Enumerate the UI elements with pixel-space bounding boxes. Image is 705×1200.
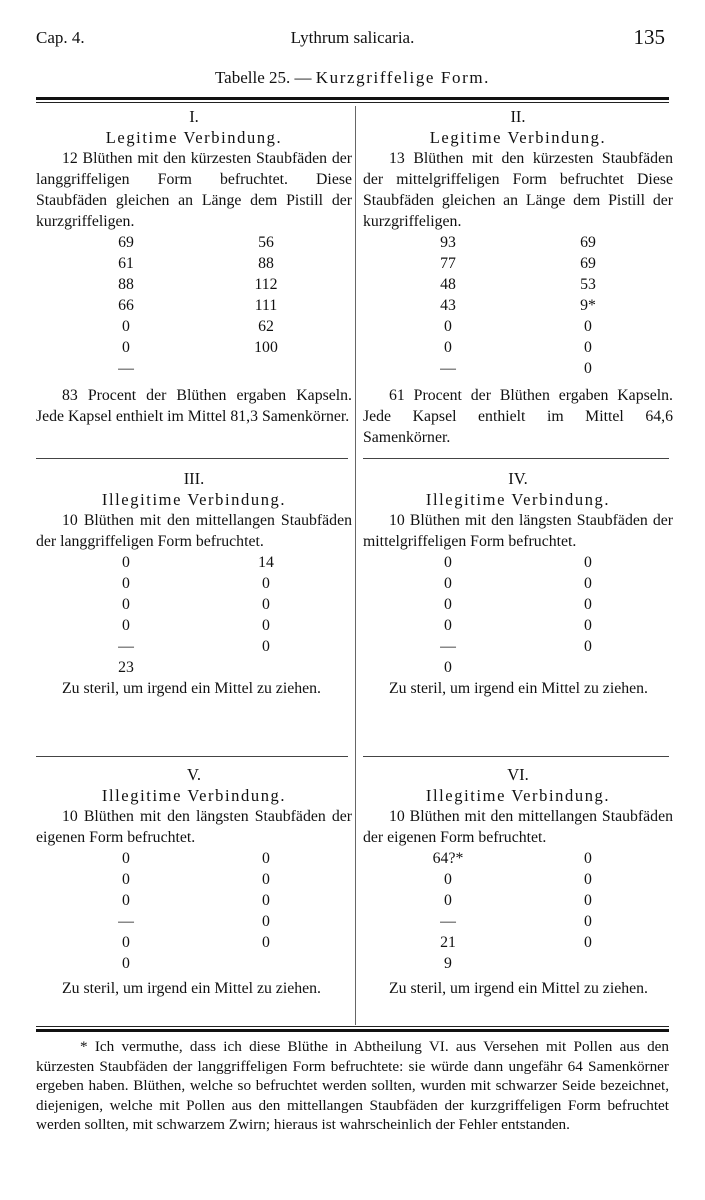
- section-description: 10 Blüthen mit den längsten Staubfäden der eigenen Form befruchtet.: [36, 808, 352, 846]
- section-result: 61 Procent der Blüthen ergaben Kapseln. Jede Kapsel enthielt im Mittel 64,6 Samenkörner.: [363, 387, 673, 446]
- table-row: [36, 337, 352, 358]
- count-cell: 0: [584, 360, 592, 377]
- table-row: [363, 953, 673, 974]
- table-row: [363, 615, 673, 636]
- chapter-label: Cap. 4.: [36, 28, 85, 47]
- table-row: [363, 253, 673, 274]
- section-iii: [36, 468, 352, 699]
- seed-counts: [363, 552, 673, 678]
- table-row: [363, 295, 673, 316]
- count-cell: 0: [262, 638, 270, 655]
- table-row: [36, 295, 352, 316]
- count-cell: —: [118, 638, 134, 655]
- table-row: [36, 932, 352, 953]
- table-row: [36, 657, 352, 678]
- section-description: 10 Blüthen mit den längsten Staubfäden der mittelgriffeligen Form befruchtet.: [363, 512, 673, 550]
- count-cell: —: [118, 913, 134, 930]
- section-numeral: II.: [510, 107, 526, 126]
- table-row: [363, 337, 673, 358]
- table-row: [36, 253, 352, 274]
- row-rule: [36, 756, 348, 757]
- seed-counts: [363, 848, 673, 974]
- table-caption-form: Kurzgriffelige Form.: [315, 68, 491, 87]
- count-cell: 0: [122, 575, 130, 592]
- count-cell: 0: [444, 659, 452, 676]
- table-bottom-rule-thin: [36, 1026, 669, 1027]
- table-row: [36, 232, 352, 253]
- count-cell: 0: [584, 892, 592, 909]
- section-numeral: VI.: [507, 765, 529, 784]
- section-numeral: V.: [187, 765, 201, 784]
- section-description: 13 Blüthen mit den kürzesten Staubfäden der mittelgriffeligen Form befruchtet Diese Staubfäden gleichen an Länge dem Pistill der kurzgriffeligen.: [363, 150, 673, 230]
- row-rule: [36, 458, 348, 459]
- count-cell: 0: [122, 892, 130, 909]
- count-cell: [216, 953, 316, 974]
- table-row: [363, 657, 673, 678]
- running-title: Lythrum salicaria.: [290, 28, 415, 47]
- count-cell: 9*: [580, 297, 596, 314]
- count-cell: 88: [118, 276, 134, 293]
- count-cell: [216, 657, 316, 678]
- count-cell: 56: [258, 234, 274, 251]
- count-cell: 0: [262, 575, 270, 592]
- count-cell: 0: [122, 871, 130, 888]
- count-cell: 77: [440, 255, 456, 272]
- table-row: [36, 911, 352, 932]
- section-description: 10 Blüthen mit den mittellangen Staubfäden der eigenen Form befruchtet.: [363, 808, 673, 846]
- table-row: [363, 911, 673, 932]
- count-cell: 111: [254, 297, 278, 314]
- count-cell: 93: [440, 234, 456, 251]
- seed-counts: [363, 232, 673, 379]
- seed-counts: [36, 848, 352, 974]
- table-top-rule-thin: [36, 102, 669, 103]
- count-cell: 0: [262, 596, 270, 613]
- count-cell: 0: [122, 339, 130, 356]
- footnote: [36, 1037, 669, 1135]
- row-rule: [363, 756, 669, 757]
- table-row: [363, 890, 673, 911]
- table-row: [363, 274, 673, 295]
- table-row: [363, 869, 673, 890]
- table-row: [36, 573, 352, 594]
- section-i: [36, 106, 352, 427]
- count-cell: 0: [122, 850, 130, 867]
- section-description: 12 Blüthen mit den kürzesten Staubfäden der langgriffeligen Form befruchtet. Diese Staubfäden gleichen an Länge dem Pistill der kurzgriffeligen.: [36, 150, 352, 230]
- count-cell: —: [440, 913, 456, 930]
- seed-counts: [36, 552, 352, 678]
- count-cell: 0: [262, 617, 270, 634]
- section-result: Zu steril, um irgend ein Mittel zu ziehen.: [62, 680, 321, 697]
- count-cell: [533, 953, 643, 974]
- count-cell: 62: [258, 318, 274, 335]
- table-row: [363, 573, 673, 594]
- count-cell: 0: [122, 934, 130, 951]
- count-cell: 0: [262, 913, 270, 930]
- count-cell: 0: [584, 554, 592, 571]
- count-cell: 112: [254, 276, 278, 293]
- table-row: [363, 316, 673, 337]
- count-cell: 0: [584, 575, 592, 592]
- table-row: [36, 594, 352, 615]
- count-cell: 66: [118, 297, 134, 314]
- table-row: [36, 848, 352, 869]
- section-vi: [363, 764, 673, 999]
- seed-counts: [36, 232, 352, 379]
- table-row: [363, 848, 673, 869]
- table-row: [363, 594, 673, 615]
- table-row: [36, 890, 352, 911]
- section-heading: Illegitime Verbindung.: [425, 490, 611, 509]
- table-row: [363, 232, 673, 253]
- table-row: [363, 636, 673, 657]
- table-row: [36, 552, 352, 573]
- count-cell: 21: [440, 934, 456, 951]
- count-cell: 0: [122, 554, 130, 571]
- count-cell: 64?*: [432, 850, 464, 867]
- count-cell: 23: [118, 659, 134, 676]
- count-cell: 48: [440, 276, 456, 293]
- section-iv: [363, 468, 673, 699]
- table-row: [36, 615, 352, 636]
- count-cell: 0: [122, 617, 130, 634]
- count-cell: 0: [584, 339, 592, 356]
- section-result: Zu steril, um irgend ein Mittel zu ziehen.: [389, 680, 648, 697]
- count-cell: 0: [444, 318, 452, 335]
- count-cell: 14: [258, 554, 274, 571]
- section-heading: Legitime Verbindung.: [105, 128, 283, 147]
- count-cell: —: [440, 360, 456, 377]
- count-cell: 0: [262, 850, 270, 867]
- table-row: [36, 869, 352, 890]
- section-ii: [363, 106, 673, 448]
- count-cell: 0: [584, 850, 592, 867]
- count-cell: —: [118, 360, 134, 377]
- count-cell: 0: [584, 596, 592, 613]
- table-row: [363, 932, 673, 953]
- count-cell: 69: [580, 234, 596, 251]
- count-cell: 0: [444, 871, 452, 888]
- table-row: [363, 358, 673, 379]
- table-caption: [0, 68, 705, 88]
- table-row: [36, 316, 352, 337]
- section-numeral: I.: [189, 107, 199, 126]
- section-heading: Illegitime Verbindung.: [425, 786, 611, 805]
- count-cell: 0: [444, 596, 452, 613]
- count-cell: 0: [444, 892, 452, 909]
- section-description: 10 Blüthen mit den mittellangen Staubfäden der langgriffeligen Form befruchtet.: [36, 512, 352, 550]
- count-cell: 0: [262, 934, 270, 951]
- count-cell: 0: [122, 596, 130, 613]
- section-result: 83 Procent der Blüthen ergaben Kapseln. Jede Kapsel enthielt im Mittel 81,3 Samenkörner.: [36, 387, 352, 425]
- count-cell: 0: [584, 318, 592, 335]
- table-row: [363, 552, 673, 573]
- page-number: 135: [633, 25, 665, 49]
- count-cell: 0: [584, 871, 592, 888]
- count-cell: [533, 657, 643, 678]
- count-cell: 0: [444, 339, 452, 356]
- section-heading: Illegitime Verbindung.: [101, 786, 287, 805]
- count-cell: 0: [122, 318, 130, 335]
- running-head: [36, 25, 669, 54]
- count-cell: 0: [262, 892, 270, 909]
- table-row: [36, 274, 352, 295]
- footnote-text: * Ich vermuthe, dass ich diese Blüthe in Abtheilung VI. aus Versehen mit Pollen aus den kürzesten Staubfäden der langgriffeligen Form befruchtete: sie würde dann ungefähr 64 Samenkörner ergeben haben. Blüthen, welche so befruchtet werden sollten, wurden mit schwarzer Seide bezeichnet, diejenigen, welche mit Pollen aus den mittellangen Staubfäden der kurzgriffeligen Form befruchtet werden sollten, mit schwarzem Zwirn; hieraus ist wahrscheinlich der Fehler entstanden.: [36, 1038, 669, 1133]
- count-cell: 69: [580, 255, 596, 272]
- count-cell: 0: [584, 638, 592, 655]
- table-bottom-rule: [36, 1029, 669, 1032]
- section-heading: Illegitime Verbindung.: [101, 490, 287, 509]
- count-cell: 9: [444, 955, 452, 972]
- count-cell: 88: [258, 255, 274, 272]
- count-cell: 61: [118, 255, 134, 272]
- row-rule: [363, 458, 669, 459]
- table-caption-prefix: Tabelle 25. —: [214, 68, 316, 87]
- count-cell: [216, 358, 316, 379]
- section-result: Zu steril, um irgend ein Mittel zu ziehen.: [389, 980, 648, 997]
- count-cell: 0: [262, 871, 270, 888]
- section-v: [36, 764, 352, 999]
- count-cell: 53: [580, 276, 596, 293]
- section-numeral: IV.: [508, 469, 528, 488]
- section-result: Zu steril, um irgend ein Mittel zu ziehen.: [62, 980, 321, 997]
- count-cell: 100: [254, 339, 278, 356]
- count-cell: 0: [584, 617, 592, 634]
- table-row: [36, 636, 352, 657]
- table-top-rule: [36, 97, 669, 100]
- section-heading: Legitime Verbindung.: [429, 128, 607, 147]
- column-divider: [355, 106, 356, 1025]
- table-row: [36, 953, 352, 974]
- count-cell: 0: [122, 955, 130, 972]
- count-cell: 69: [118, 234, 134, 251]
- table-row: [36, 358, 352, 379]
- count-cell: 0: [444, 617, 452, 634]
- count-cell: 0: [444, 575, 452, 592]
- count-cell: —: [440, 638, 456, 655]
- count-cell: 0: [584, 913, 592, 930]
- count-cell: 0: [444, 554, 452, 571]
- count-cell: 0: [584, 934, 592, 951]
- count-cell: 43: [440, 297, 456, 314]
- section-numeral: III.: [183, 469, 205, 488]
